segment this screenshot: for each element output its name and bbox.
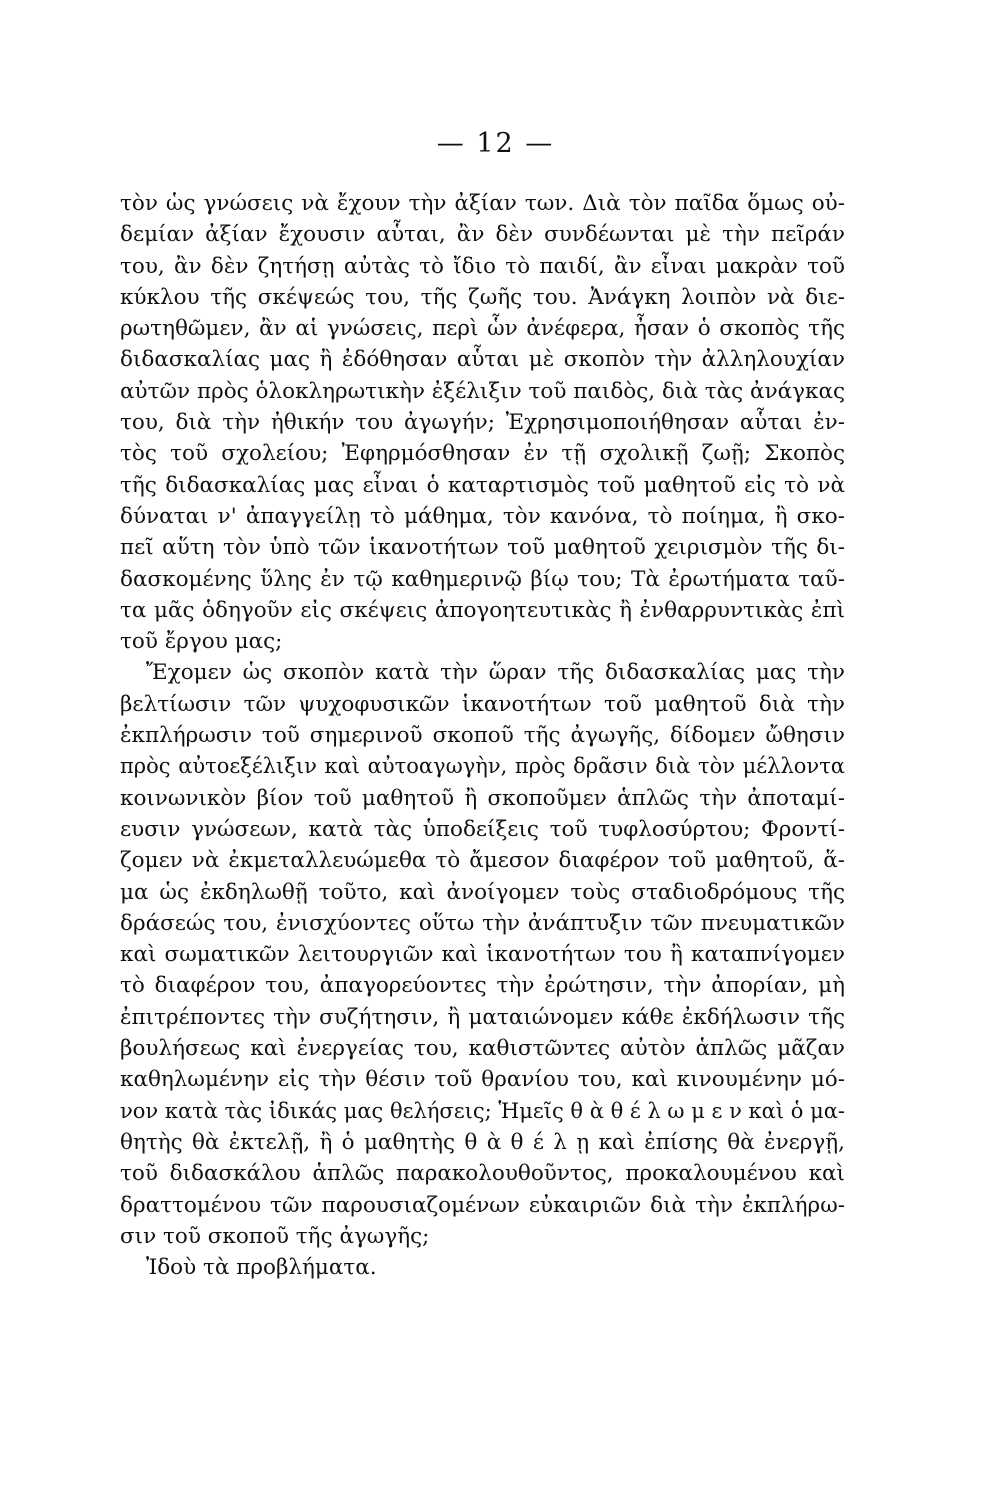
text-line: τῆς διδασκαλίας μας εἶναι ὁ καταρτισμὸς τοῦ μαθητοῦ εἰς τὸ νὰ <box>120 472 845 498</box>
text-line: ἐκπλήρωσιν τοῦ σημερινοῦ σκοποῦ τῆς ἀγωγῆς, δίδομεν ὤθησιν <box>120 723 845 749</box>
text-line: πρὸς αὐτοεξέλιξιν καὶ αὐτοαγωγὴν, πρὸς δρᾶσιν διὰ τὸν μέλλοντα <box>120 754 845 779</box>
text-line: διδασκαλίας μας ἢ ἐδόθησαν αὗται μὲ σκοπὸν τὴν ἀλληλουχίαν <box>120 347 845 373</box>
text-line: πεῖ αὕτη τὸν ὑπὸ τῶν ἱκανοτήτων τοῦ μαθητοῦ χειρισμὸν τῆς δι- <box>120 535 845 561</box>
text-line: καθηλωμένην εἰς τὴν θέσιν τοῦ θρανίου του, καὶ κινουμένην μό- <box>120 1067 845 1093</box>
text-line: θητὴς θὰ ἐκτελῇ, ἢ ὁ μαθητὴς θ ὰ θ έ λ ῃ καὶ ἐπίσης θὰ ἐνεργῇ, <box>120 1129 845 1155</box>
text-line: ρωτηθῶμεν, ἂν αἱ γνώσεις, περὶ ὧν ἀνέφερα, ἦσαν ὁ σκοπὸς τῆς <box>120 316 845 342</box>
text-line: δραττομένου τῶν παρουσιαζομένων εὐκαιριῶν διὰ τὴν ἐκπλήρω- <box>120 1192 845 1218</box>
text-line: τὸ διαφέρον του, ἀπαγορεύοντες τὴν ἐρώτησιν, τὴν ἀπορίαν, μὴ <box>120 973 845 999</box>
text-line: τὸν ὡς γνώσεις νὰ ἔχουν τὴν ἀξίαν των. Διὰ τὸν παῖδα ὅμως οὐ- <box>120 191 845 216</box>
text-line: αὐτῶν πρὸς ὁλοκληρωτικὴν ἐξέλιξιν τοῦ παιδὸς, διὰ τὰς ἀνάγκας <box>120 378 845 404</box>
text-line: του, διὰ τὴν ἠθικήν του ἀγωγήν; Ἐχρησιμοποιήθησαν αὗται ἐν- <box>120 410 845 436</box>
text-line: δύναται ν' ἀπαγγείλῃ τὸ μάθημα, τὸν κανόνα, τὸ ποίημα, ἢ σκο- <box>120 503 845 529</box>
text-line: ζομεν νὰ ἐκμεταλλευώμεθα τὸ ἄμεσον διαφέρον τοῦ μαθητοῦ, ἅ- <box>120 848 845 874</box>
text-line: Ἔχομεν ὡς σκοπὸν κατὰ τὴν ὥραν τῆς διδασκαλίας μας τὴν <box>146 660 845 686</box>
page-number: — 12 — <box>436 128 555 159</box>
text-line: βουλήσεως καὶ ἐνεργείας του, καθιστῶντες αὐτὸν ἁπλῶς μᾶζαν <box>120 1036 845 1062</box>
text-line: δράσεώς του, ἐνισχύοντες οὕτω τὴν ἀνάπτυξιν τῶν πνευματικῶν <box>120 910 845 936</box>
text-line: δασκομένης ὕλης ἐν τῷ καθημερινῷ βίῳ του; Τὰ ἐρωτήματα ταῦ- <box>120 566 845 592</box>
text-line: του, ἂν δὲν ζητήσῃ αὐτὰς τὸ ἴδιο τὸ παιδί, ἂν εἶναι μακρὰν τοῦ <box>120 253 845 279</box>
text-line: μα ὡς ἐκδηλωθῇ τοῦτο, καὶ ἀνοίγομεν τοὺς σταδιοδρόμους τῆς <box>120 879 845 905</box>
text-line: Ἰδοὺ τὰ προβλήματα. <box>146 1255 377 1281</box>
text-line: δεμίαν ἀξίαν ἔχουσιν αὗται, ἂν δὲν συνδέωνται μὲ τὴν πεῖράν <box>120 222 845 248</box>
text-line: σιν τοῦ σκοποῦ τῆς ἀγωγῆς; <box>120 1223 430 1249</box>
text-line: ευσιν γνώσεων, κατὰ τὰς ὑποδείξεις τοῦ τυφλοσύρτου; Φροντί- <box>120 816 845 842</box>
text-line: ἐπιτρέποντες τὴν συζήτησιν, ἢ ματαιώνομεν κάθε ἐκδήλωσιν τῆς <box>120 1004 845 1030</box>
text-line: κοινωνικὸν βίον τοῦ μαθητοῦ ἢ σκοποῦμεν ἁπλῶς τὴν ἀποταμί- <box>120 785 845 811</box>
text-line: νον κατὰ τὰς ἰδικάς μας θελήσεις; Ἡμεῖς θ ὰ θ έ λ ω μ ε ν καὶ ὁ μα- <box>120 1098 846 1123</box>
text-line: καὶ σωματικῶν λειτουργιῶν καὶ ἱκανοτήτων του ἢ καταπνίγομεν <box>120 942 845 968</box>
text-line: τὸς τοῦ σχολείου; Ἐφηρμόσθησαν ἐν τῇ σχολικῇ ζωῇ; Σκοπὸς <box>120 441 845 467</box>
body-text <box>120 188 845 1283</box>
text-line: βελτίωσιν τῶν ψυχοφυσικῶν ἱκανοτήτων τοῦ μαθητοῦ διὰ τὴν <box>120 691 845 717</box>
text-line: κύκλου τῆς σκέψεώς του, τῆς ζωῆς του. Ἀνάγκη λοιπὸν νὰ διε- <box>120 284 845 310</box>
text-line: τα μᾶς ὁδηγοῦν εἰς σκέψεις ἀπογοητευτικὰς ἢ ἐνθαρρυντικὰς ἐπὶ <box>120 597 845 623</box>
text-line: τοῦ ἔργου μας; <box>120 629 283 655</box>
text-line: τοῦ διδασκάλου ἁπλῶς παρακολουθοῦντος, προκαλουμένου καὶ <box>120 1161 845 1187</box>
